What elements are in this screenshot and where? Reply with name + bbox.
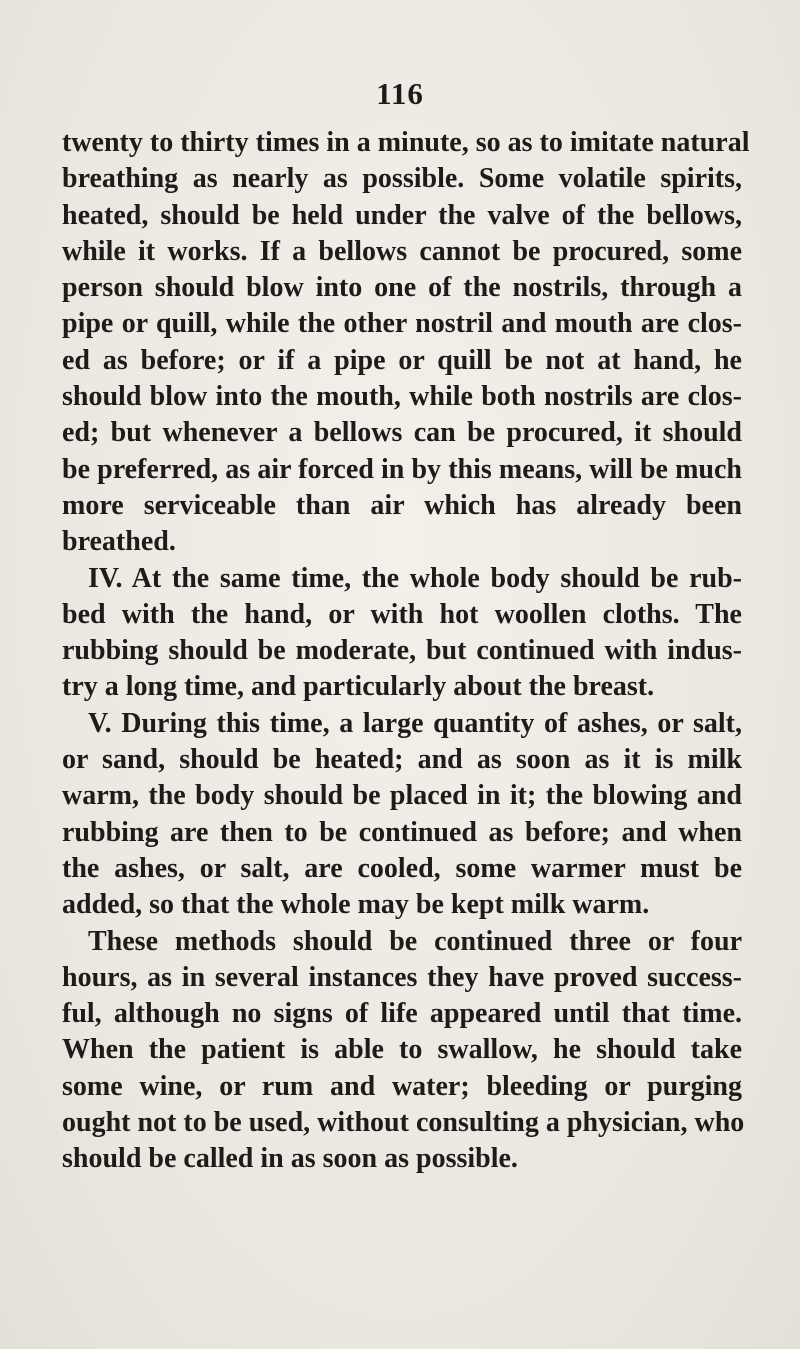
text-line: ed; but whenever a bellows can be procured, it should bbox=[62, 417, 742, 449]
text-line: rubbing should be moderate, but continued with indus- bbox=[62, 635, 742, 667]
text-line: some wine, or rum and water; bleeding or purging bbox=[62, 1070, 742, 1102]
text-line: breathed. bbox=[62, 526, 176, 558]
text-line: ed as before; or if a pipe or quill be not at hand, he bbox=[62, 344, 742, 376]
text-line: the ashes, or salt, are cooled, some warmer must be bbox=[62, 852, 742, 884]
text-line: while it works. If a bellows cannot be procured, some bbox=[62, 235, 742, 267]
text-line: breathing as nearly as possible. Some volatile spirits, bbox=[62, 163, 742, 195]
text-line: more serviceable than air which has already been bbox=[62, 489, 742, 521]
text-line: IV. At the same time, the whole body should be rub- bbox=[88, 562, 742, 594]
text-line: When the patient is able to swallow, he should take bbox=[62, 1034, 742, 1066]
text-line: person should blow into one of the nostrils, through a bbox=[62, 272, 742, 304]
page-number: 116 bbox=[376, 76, 424, 111]
text-line: should blow into the mouth, while both nostrils are clos- bbox=[62, 381, 742, 413]
text-line: twenty to thirty times in a minute, so as to imitate natural bbox=[62, 127, 750, 158]
text-line: should be called in as soon as possible. bbox=[62, 1143, 518, 1175]
text-line: hours, as in several instances they have proved success- bbox=[62, 961, 742, 993]
text-line: ful, although no signs of life appeared until that time. bbox=[62, 998, 742, 1030]
text-line: or sand, should be heated; and as soon as it is milk bbox=[62, 744, 742, 776]
text-line: rubbing are then to be continued as before; and when bbox=[62, 816, 742, 848]
text-line: warm, the body should be placed in it; the blowing and bbox=[62, 780, 742, 812]
text-line: try a long time, and particularly about the breast. bbox=[62, 671, 655, 703]
text-line: bed with the hand, or with hot woollen cloths. The bbox=[62, 598, 742, 630]
body-text bbox=[62, 125, 750, 1178]
text-line: heated, should be held under the valve of the bellows, bbox=[62, 199, 742, 231]
text-line: added, so that the whole may be kept milk warm. bbox=[62, 889, 650, 921]
text-line: V. During this time, a large quantity of ashes, or salt, bbox=[88, 707, 742, 739]
text-line: pipe or quill, while the other nostril and mouth are clos- bbox=[62, 308, 742, 340]
text-line: ought not to be used, without consulting a physician, who bbox=[62, 1107, 745, 1139]
text-line: be preferred, as air forced in by this means, will be much bbox=[62, 453, 742, 485]
text-line: These methods should be continued three or four bbox=[88, 925, 742, 957]
